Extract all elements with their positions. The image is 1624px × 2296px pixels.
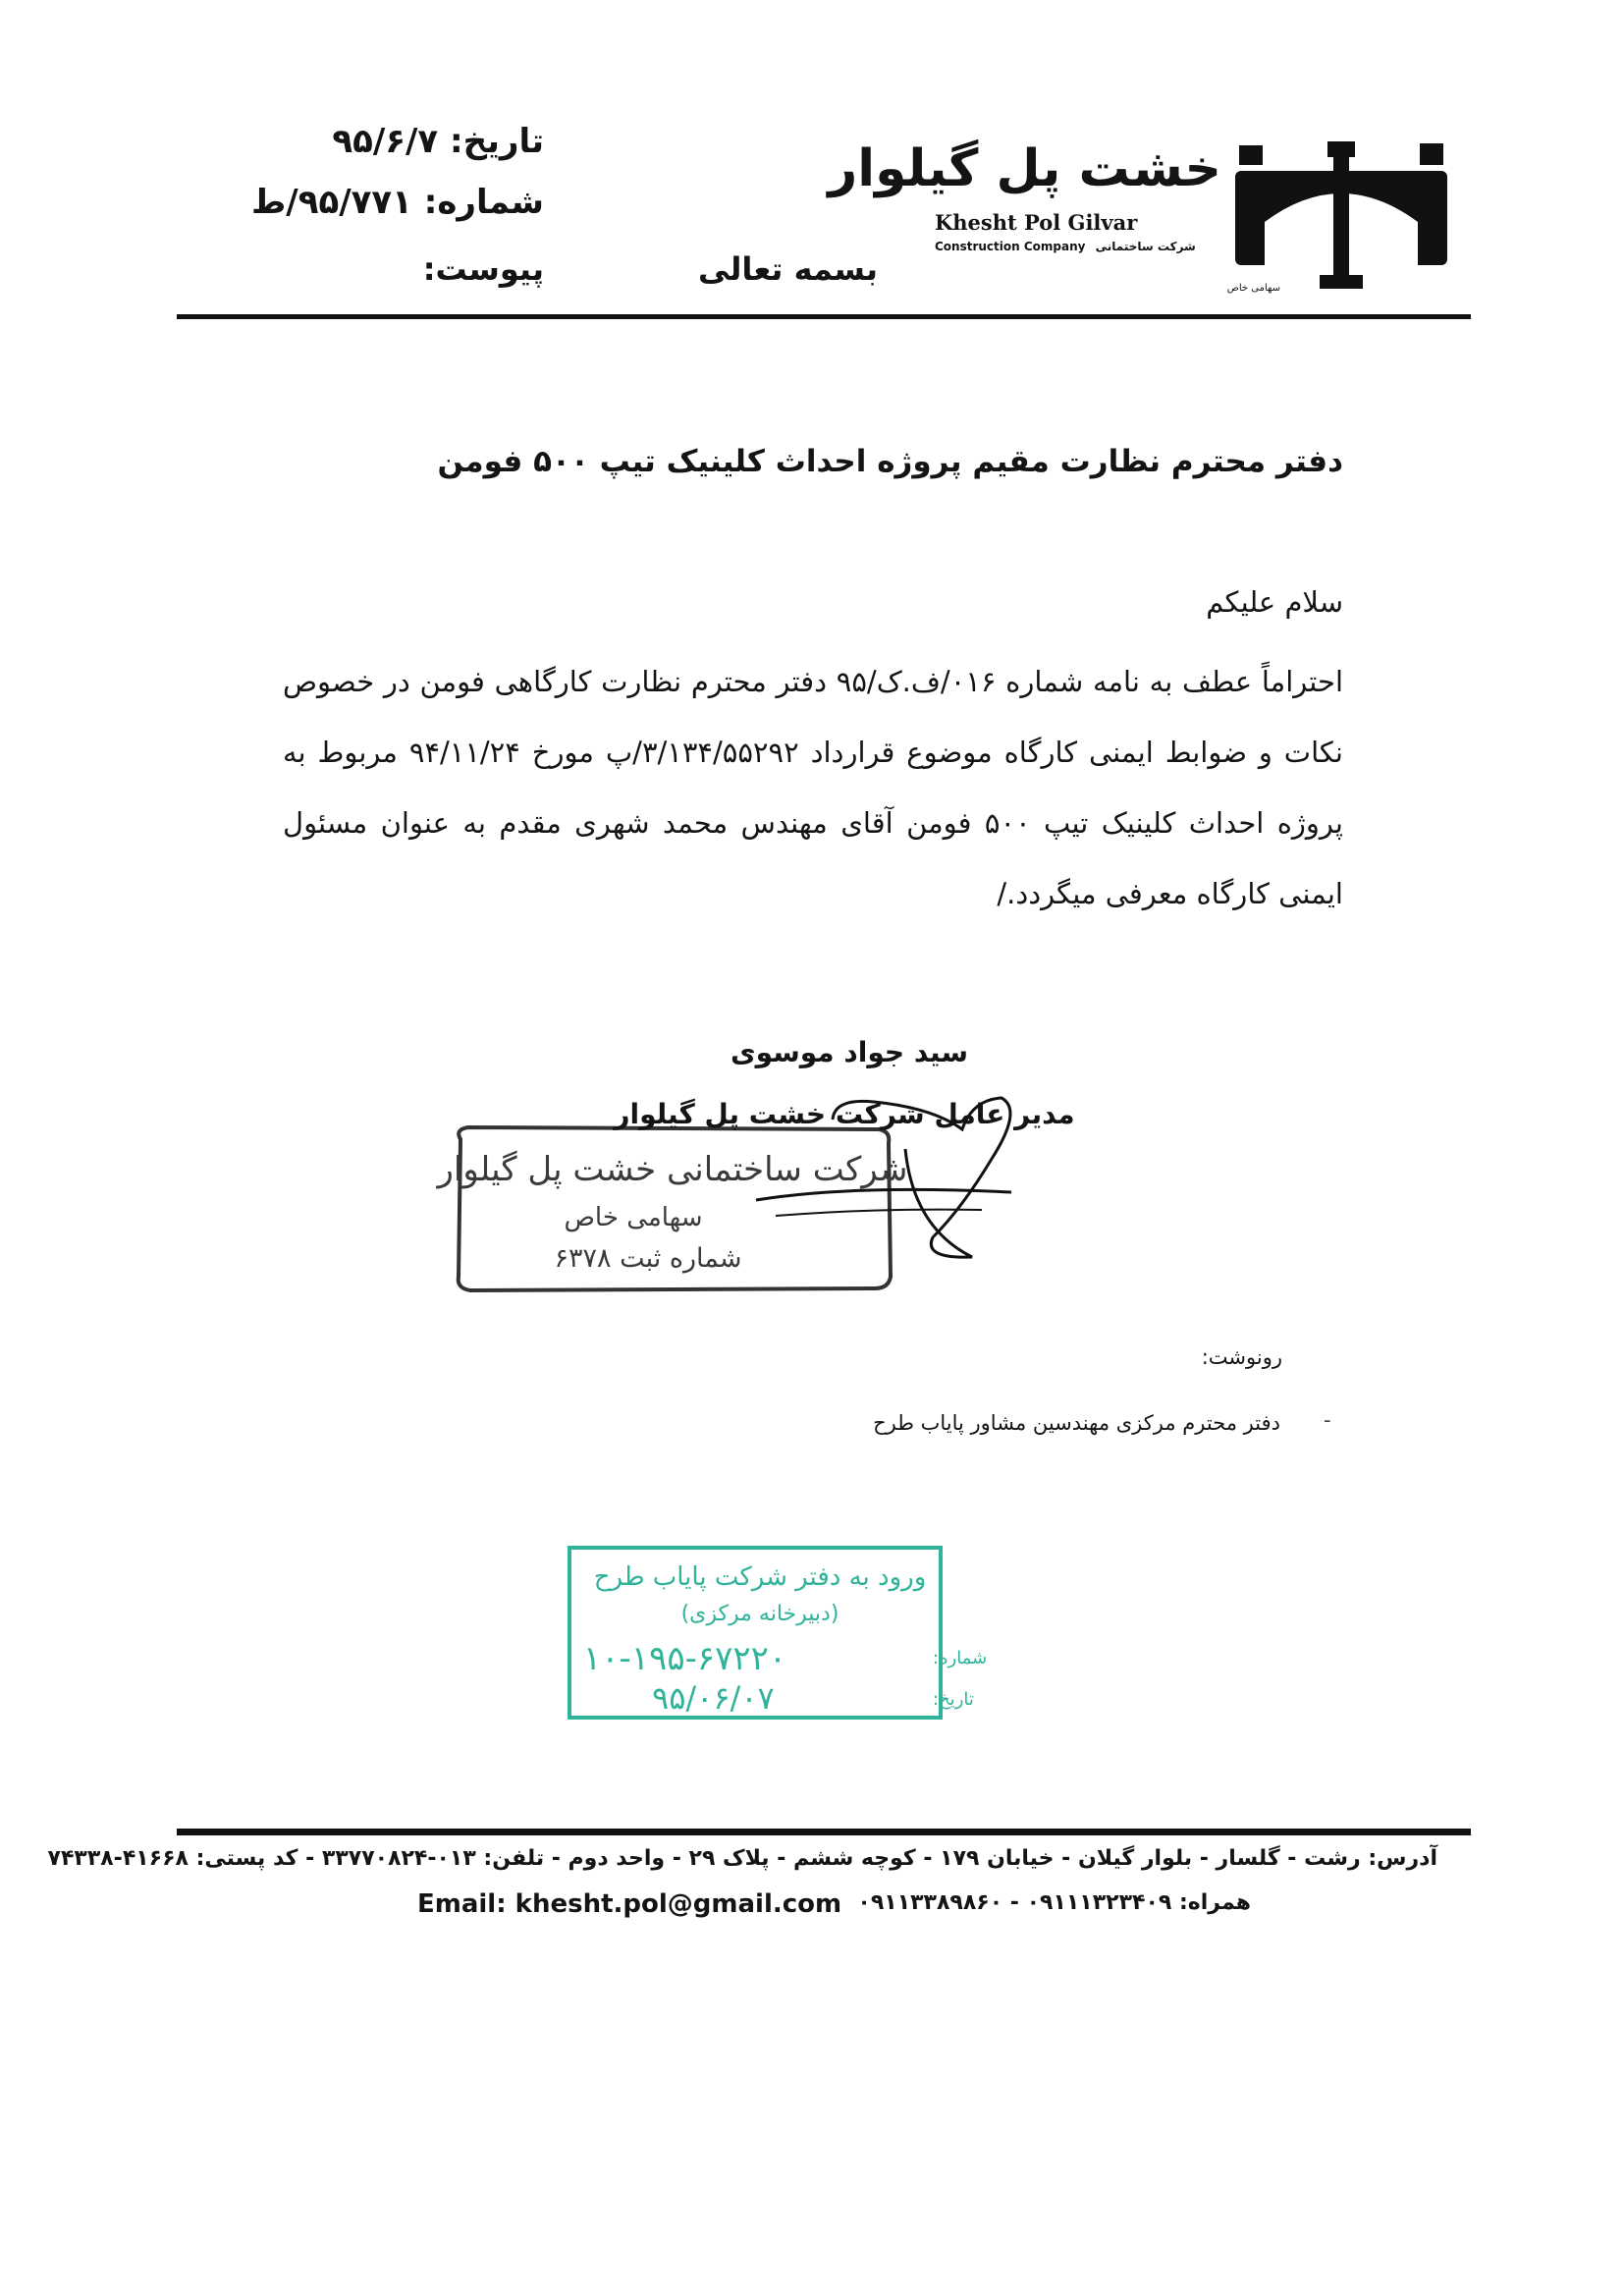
footer-divider (177, 1829, 1471, 1835)
footer-mobile: همراه: ۰۹۱۱۱۳۲۳۴۰۹ - ۰۹۱۱۳۳۸۹۸۶۰ (857, 1890, 1251, 1915)
brand-subtitle (935, 240, 1196, 253)
basmala: بسمه تعالی (697, 250, 878, 288)
letter-date: تاریخ: ۹۵/۶/۷ (332, 122, 544, 161)
company-stamp-line3: شماره ثبت ۶۳۷۸ (554, 1243, 742, 1274)
receipt-stamp-title: ورود به دفتر شرکت پایاب طرح (593, 1562, 927, 1592)
footer-address: آدرس: رشت - گلسار - بلوار گیلان - خیابان ۱۷۹ - کوچه ششم - پلاک ۲۹ - واحد دوم - تلفن: ۰۱۳-۳۳۷۷۰۸۲۴ - کد پستی: ۴۱۶۶۸-۷۴۳۳۸ (47, 1846, 1437, 1871)
letter-body: احتراماً عطف به نامه شماره ۰۱۶/ف.ک/۹۵ دفتر محترم نظارت کارگاهی فومن در خصوص نکات و ضوابط ایمنی کارگاه موضوع قرارداد ۳/۱۳۴/۵۵۲۹۲/پ مورخ ۹۴/۱۱/۲۴ مربوط به پروژه احداث کلینیک تیپ ۵۰۰ فومن آقای مهندس محمد شهری مقدم به عنوان مسئول ایمنی کارگاه معرفی میگردد./ (283, 665, 1344, 910)
receipt-stamp-date-value: ۹۵/۰۶/۰۷ (652, 1679, 775, 1717)
signer-name: سید جواد موسوی (731, 1036, 968, 1068)
brand-name-fa: خشت پل گیلوار (828, 139, 1221, 198)
handwritten-signature (815, 1090, 1041, 1277)
brand-subtitle-fa: شرکت ساختمانی (1095, 240, 1196, 253)
cc-label: رونوشت: (1201, 1345, 1282, 1369)
letter-attachment: پیوست: (422, 250, 544, 288)
company-stamp-line1: شرکت ساختمانی خشت پل گیلوار (437, 1150, 908, 1189)
footer-email: Email: khesht.pol@gmail.com (417, 1889, 842, 1919)
brand-name-en: Khesht Pol Gilvar (935, 210, 1138, 235)
company-stamp-line2: سهامی خاص (564, 1203, 703, 1232)
header-divider (177, 314, 1471, 319)
logo-caption: سهامی خاص (1226, 283, 1280, 294)
receipt-stamp-date-label: تاریخ: (933, 1689, 974, 1710)
cc-item: دفتر محترم مرکزی مهندسین مشاور پایاب طرح (873, 1411, 1280, 1435)
letter-number: شماره: ۹۵/۷۷۱/ط (251, 183, 544, 222)
signer-title: مدیر عامل شرکت خشت پل گیلوار (614, 1098, 1075, 1130)
brand-subtitle-en: Construction Company (935, 240, 1086, 253)
receipt-stamp-number-value: ۱۰-۱۹۵-۶۷۲۲۰ (583, 1639, 787, 1678)
greeting: سلام علیکم (1206, 585, 1343, 619)
recipient-line: دفتر محترم نظارت مقیم پروژه احداث کلینیک تیپ ۵۰۰ فومن (437, 444, 1343, 479)
receipt-stamp-subtitle: (دبیرخانه مرکزی) (680, 1602, 839, 1626)
receipt-stamp-number-label: شماره: (933, 1648, 988, 1668)
receipt-stamp (564, 1542, 988, 1723)
cc-bullet: - (1324, 1408, 1331, 1432)
company-logo (1225, 137, 1457, 295)
